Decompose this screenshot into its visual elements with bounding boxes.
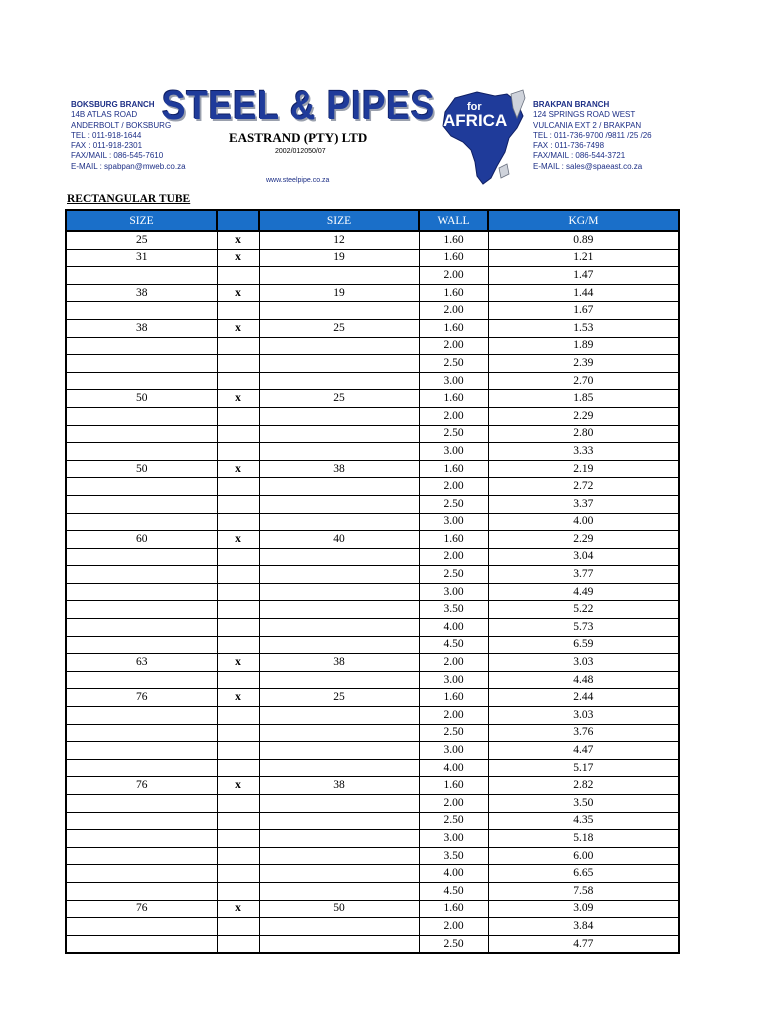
kgm-cell: 6.65 — [488, 865, 679, 883]
wall-cell: 2.50 — [419, 425, 488, 443]
x-cell — [217, 742, 259, 760]
size-b-cell — [259, 513, 419, 531]
x-cell — [217, 302, 259, 320]
size-a-cell — [66, 865, 217, 883]
size-b-cell — [259, 407, 419, 425]
header-size-a: SIZE — [66, 210, 217, 231]
x-cell: x — [217, 900, 259, 918]
wall-cell: 2.00 — [419, 654, 488, 672]
kgm-cell: 5.73 — [488, 619, 679, 637]
size-a-cell — [66, 355, 217, 373]
x-cell — [217, 601, 259, 619]
x-cell — [217, 407, 259, 425]
size-b-cell: 25 — [259, 319, 419, 337]
kgm-cell: 2.29 — [488, 531, 679, 549]
table-row — [66, 742, 679, 760]
kgm-cell: 2.39 — [488, 355, 679, 373]
table-row — [66, 460, 679, 478]
table-row — [66, 531, 679, 549]
wall-cell: 2.00 — [419, 337, 488, 355]
branch-line: E-MAIL : spabpan@mweb.co.za — [71, 161, 186, 171]
x-cell — [217, 830, 259, 848]
branch-name: BOKSBURG BRANCH — [71, 100, 155, 109]
kgm-cell: 5.17 — [488, 759, 679, 777]
registration-number: 2002/012050/07 — [275, 148, 326, 155]
x-cell — [217, 513, 259, 531]
brakpan-branch-info — [533, 100, 652, 172]
size-a-cell — [66, 337, 217, 355]
kgm-cell: 3.76 — [488, 724, 679, 742]
branch-line: FAX/MAIL : 086-545-7610 — [71, 151, 164, 161]
branch-line: ANDERBOLT / BOKSBURG — [71, 120, 172, 130]
table-row — [66, 759, 679, 777]
branch-line: TEL : 011-736-9700 /9811 /25 /26 — [533, 130, 652, 140]
kgm-cell: 4.35 — [488, 812, 679, 830]
x-cell — [217, 865, 259, 883]
size-b-cell — [259, 425, 419, 443]
size-a-cell — [66, 935, 217, 953]
table-row — [66, 812, 679, 830]
kgm-cell: 4.49 — [488, 583, 679, 601]
x-cell: x — [217, 390, 259, 408]
table-row — [66, 654, 679, 672]
table-row — [66, 935, 679, 953]
x-cell: x — [217, 531, 259, 549]
wall-cell: 2.00 — [419, 302, 488, 320]
kgm-cell: 3.03 — [488, 707, 679, 725]
size-a-cell — [66, 795, 217, 813]
size-b-cell: 25 — [259, 390, 419, 408]
size-b-cell — [259, 495, 419, 513]
size-b-cell — [259, 830, 419, 848]
branch-name: BRAKPAN BRANCH — [533, 100, 610, 109]
wall-cell: 1.60 — [419, 319, 488, 337]
x-cell — [217, 583, 259, 601]
kgm-cell: 5.18 — [488, 830, 679, 848]
x-cell: x — [217, 231, 259, 249]
wall-cell: 3.00 — [419, 513, 488, 531]
x-cell — [217, 372, 259, 390]
size-a-cell — [66, 407, 217, 425]
size-a-cell — [66, 601, 217, 619]
x-cell: x — [217, 654, 259, 672]
logo-africa-text: AFRICA — [443, 111, 508, 130]
table-row — [66, 495, 679, 513]
x-cell: x — [217, 249, 259, 267]
table-row — [66, 319, 679, 337]
table-row — [66, 601, 679, 619]
x-cell — [217, 443, 259, 461]
size-b-cell: 38 — [259, 460, 419, 478]
table-row — [66, 847, 679, 865]
table-row — [66, 619, 679, 637]
wall-cell: 2.50 — [419, 355, 488, 373]
size-a-cell — [66, 566, 217, 584]
size-b-cell — [259, 478, 419, 496]
size-a-cell: 38 — [66, 284, 217, 302]
size-b-cell — [259, 601, 419, 619]
wall-cell: 2.50 — [419, 812, 488, 830]
kgm-cell: 4.77 — [488, 935, 679, 953]
size-b-cell: 25 — [259, 689, 419, 707]
kgm-cell: 6.59 — [488, 636, 679, 654]
wall-cell: 1.60 — [419, 531, 488, 549]
x-cell — [217, 759, 259, 777]
table-row — [66, 284, 679, 302]
wall-cell: 2.00 — [419, 267, 488, 285]
table-row — [66, 795, 679, 813]
table-row — [66, 882, 679, 900]
wall-cell: 1.60 — [419, 460, 488, 478]
logo-for-text: for — [467, 101, 482, 113]
x-cell — [217, 337, 259, 355]
steel-pipes-logo — [162, 82, 437, 130]
size-b-cell: 19 — [259, 249, 419, 267]
kgm-cell: 6.00 — [488, 847, 679, 865]
x-cell — [217, 795, 259, 813]
table-row — [66, 249, 679, 267]
wall-cell: 3.00 — [419, 372, 488, 390]
wall-cell: 2.50 — [419, 566, 488, 584]
x-cell — [217, 495, 259, 513]
kgm-cell: 1.89 — [488, 337, 679, 355]
wall-cell: 4.00 — [419, 619, 488, 637]
table-row — [66, 231, 679, 249]
wall-cell: 3.50 — [419, 601, 488, 619]
size-b-cell — [259, 337, 419, 355]
kgm-cell: 3.33 — [488, 443, 679, 461]
size-b-cell: 50 — [259, 900, 419, 918]
x-cell — [217, 707, 259, 725]
x-cell — [217, 267, 259, 285]
table-row — [66, 777, 679, 795]
size-a-cell: 50 — [66, 460, 217, 478]
size-b-cell — [259, 742, 419, 760]
kgm-cell: 4.00 — [488, 513, 679, 531]
wall-cell: 2.00 — [419, 795, 488, 813]
header-wall: WALL — [419, 210, 488, 231]
kgm-cell: 4.48 — [488, 671, 679, 689]
size-a-cell: 60 — [66, 531, 217, 549]
table-row — [66, 583, 679, 601]
wall-cell: 3.00 — [419, 742, 488, 760]
branch-line: E-MAIL : sales@spaeast.co.za — [533, 161, 643, 171]
header-x — [217, 210, 259, 231]
size-b-cell — [259, 935, 419, 953]
letterhead — [0, 0, 768, 195]
size-b-cell — [259, 619, 419, 637]
size-b-cell: 19 — [259, 284, 419, 302]
size-a-cell: 25 — [66, 231, 217, 249]
size-b-cell — [259, 636, 419, 654]
table-row — [66, 407, 679, 425]
size-a-cell — [66, 636, 217, 654]
kgm-cell: 2.82 — [488, 777, 679, 795]
size-a-cell — [66, 619, 217, 637]
x-cell — [217, 619, 259, 637]
branch-line: FAX : 011-736-7498 — [533, 141, 605, 151]
size-b-cell — [259, 918, 419, 936]
table-row — [66, 724, 679, 742]
size-b-cell — [259, 372, 419, 390]
table-row — [66, 636, 679, 654]
table-row — [66, 689, 679, 707]
size-a-cell: 50 — [66, 390, 217, 408]
wall-cell: 1.60 — [419, 231, 488, 249]
size-a-cell — [66, 847, 217, 865]
kgm-cell: 4.47 — [488, 742, 679, 760]
size-b-cell — [259, 707, 419, 725]
header-kgm: KG/M — [488, 210, 679, 231]
size-a-cell: 31 — [66, 249, 217, 267]
wall-cell: 1.60 — [419, 777, 488, 795]
wall-cell: 2.00 — [419, 918, 488, 936]
size-b-cell — [259, 812, 419, 830]
size-a-cell — [66, 478, 217, 496]
size-a-cell — [66, 267, 217, 285]
kgm-cell: 3.04 — [488, 548, 679, 566]
x-cell — [217, 671, 259, 689]
size-a-cell: 63 — [66, 654, 217, 672]
table-row — [66, 865, 679, 883]
kgm-cell: 3.37 — [488, 495, 679, 513]
table-row — [66, 355, 679, 373]
kgm-cell: 1.53 — [488, 319, 679, 337]
x-cell: x — [217, 689, 259, 707]
x-cell — [217, 724, 259, 742]
table-row — [66, 443, 679, 461]
table-title: RECTANGULAR TUBE — [67, 193, 191, 205]
wall-cell: 1.60 — [419, 390, 488, 408]
x-cell — [217, 882, 259, 900]
size-b-cell: 38 — [259, 777, 419, 795]
size-b-cell — [259, 795, 419, 813]
wall-cell: 1.60 — [419, 900, 488, 918]
kgm-cell: 1.21 — [488, 249, 679, 267]
x-cell — [217, 935, 259, 953]
table-row — [66, 478, 679, 496]
kgm-cell: 3.84 — [488, 918, 679, 936]
kgm-cell: 1.44 — [488, 284, 679, 302]
x-cell — [217, 425, 259, 443]
size-b-cell — [259, 759, 419, 777]
size-b-cell — [259, 882, 419, 900]
wall-cell: 4.50 — [419, 882, 488, 900]
size-a-cell — [66, 425, 217, 443]
kgm-cell: 2.80 — [488, 425, 679, 443]
wall-cell: 4.00 — [419, 865, 488, 883]
wall-cell: 4.00 — [419, 759, 488, 777]
kgm-cell: 1.67 — [488, 302, 679, 320]
wall-cell: 2.00 — [419, 407, 488, 425]
size-a-cell — [66, 724, 217, 742]
size-a-cell — [66, 548, 217, 566]
wall-cell: 3.50 — [419, 847, 488, 865]
size-b-cell: 40 — [259, 531, 419, 549]
wall-cell: 3.00 — [419, 443, 488, 461]
wall-cell: 3.00 — [419, 671, 488, 689]
size-a-cell — [66, 302, 217, 320]
x-cell: x — [217, 319, 259, 337]
table-row — [66, 900, 679, 918]
table-row — [66, 548, 679, 566]
wall-cell: 4.50 — [419, 636, 488, 654]
table-row — [66, 390, 679, 408]
table-row — [66, 918, 679, 936]
table-row — [66, 425, 679, 443]
table-header-row — [66, 210, 679, 231]
website-link[interactable]: www.steelpipe.co.za — [266, 177, 330, 184]
x-cell — [217, 636, 259, 654]
kgm-cell: 7.58 — [488, 882, 679, 900]
x-cell — [217, 566, 259, 584]
table-row — [66, 671, 679, 689]
kgm-cell: 5.22 — [488, 601, 679, 619]
size-a-cell — [66, 759, 217, 777]
x-cell — [217, 478, 259, 496]
x-cell — [217, 847, 259, 865]
wall-cell: 2.50 — [419, 935, 488, 953]
africa-map-logo — [437, 88, 529, 188]
wall-cell: 2.00 — [419, 548, 488, 566]
size-a-cell — [66, 918, 217, 936]
size-b-cell — [259, 548, 419, 566]
table-row — [66, 707, 679, 725]
size-a-cell: 76 — [66, 777, 217, 795]
size-b-cell: 12 — [259, 231, 419, 249]
kgm-cell: 0.89 — [488, 231, 679, 249]
kgm-cell: 2.72 — [488, 478, 679, 496]
kgm-cell: 1.85 — [488, 390, 679, 408]
x-cell: x — [217, 460, 259, 478]
x-cell — [217, 812, 259, 830]
x-cell: x — [217, 284, 259, 302]
branch-line: 124 SPRINGS ROAD WEST — [533, 110, 636, 120]
branch-line: VULCANIA EXT 2 / BRAKPAN — [533, 120, 642, 130]
kgm-cell: 1.47 — [488, 267, 679, 285]
table-row — [66, 830, 679, 848]
size-b-cell — [259, 671, 419, 689]
table-row — [66, 302, 679, 320]
size-a-cell: 76 — [66, 689, 217, 707]
kgm-cell: 2.29 — [488, 407, 679, 425]
size-a-cell — [66, 742, 217, 760]
rectangular-tube-table — [65, 209, 678, 954]
wall-cell: 3.00 — [419, 583, 488, 601]
wall-cell: 2.00 — [419, 478, 488, 496]
wall-cell: 3.00 — [419, 830, 488, 848]
size-a-cell — [66, 882, 217, 900]
size-b-cell — [259, 267, 419, 285]
header-size-b: SIZE — [259, 210, 419, 231]
kgm-cell: 3.03 — [488, 654, 679, 672]
kgm-cell: 3.09 — [488, 900, 679, 918]
size-b-cell — [259, 583, 419, 601]
branch-line: FAX/MAIL : 086-544-3721 — [533, 151, 626, 161]
size-b-cell — [259, 302, 419, 320]
kgm-cell: 3.50 — [488, 795, 679, 813]
size-b-cell — [259, 865, 419, 883]
size-a-cell — [66, 812, 217, 830]
wall-cell: 1.60 — [419, 689, 488, 707]
x-cell — [217, 548, 259, 566]
table-row — [66, 566, 679, 584]
size-a-cell — [66, 830, 217, 848]
x-cell — [217, 918, 259, 936]
company-name: EASTRAND (PTY) LTD — [229, 130, 368, 145]
wall-cell: 2.50 — [419, 495, 488, 513]
size-a-cell — [66, 443, 217, 461]
branch-line: FAX : 011-918-2301 — [71, 141, 143, 151]
size-b-cell: 38 — [259, 654, 419, 672]
table-row — [66, 337, 679, 355]
kgm-cell: 2.44 — [488, 689, 679, 707]
size-a-cell — [66, 583, 217, 601]
size-b-cell — [259, 724, 419, 742]
size-b-cell — [259, 847, 419, 865]
size-a-cell: 38 — [66, 319, 217, 337]
kgm-cell: 2.19 — [488, 460, 679, 478]
size-a-cell — [66, 372, 217, 390]
branch-line: 14B ATLAS ROAD — [71, 110, 138, 120]
table-row — [66, 267, 679, 285]
size-a-cell — [66, 671, 217, 689]
wall-cell: 1.60 — [419, 284, 488, 302]
logo-text: STEEL & PIPES — [162, 82, 436, 128]
size-a-cell: 76 — [66, 900, 217, 918]
x-cell: x — [217, 777, 259, 795]
kgm-cell: 2.70 — [488, 372, 679, 390]
size-a-cell — [66, 707, 217, 725]
x-cell — [217, 355, 259, 373]
size-b-cell — [259, 443, 419, 461]
table-row — [66, 513, 679, 531]
table-row — [66, 372, 679, 390]
size-b-cell — [259, 355, 419, 373]
size-a-cell — [66, 513, 217, 531]
kgm-cell: 3.77 — [488, 566, 679, 584]
size-b-cell — [259, 566, 419, 584]
wall-cell: 2.00 — [419, 707, 488, 725]
size-a-cell — [66, 495, 217, 513]
branch-line: TEL : 011-918-1644 — [71, 130, 142, 140]
wall-cell: 1.60 — [419, 249, 488, 267]
wall-cell: 2.50 — [419, 724, 488, 742]
